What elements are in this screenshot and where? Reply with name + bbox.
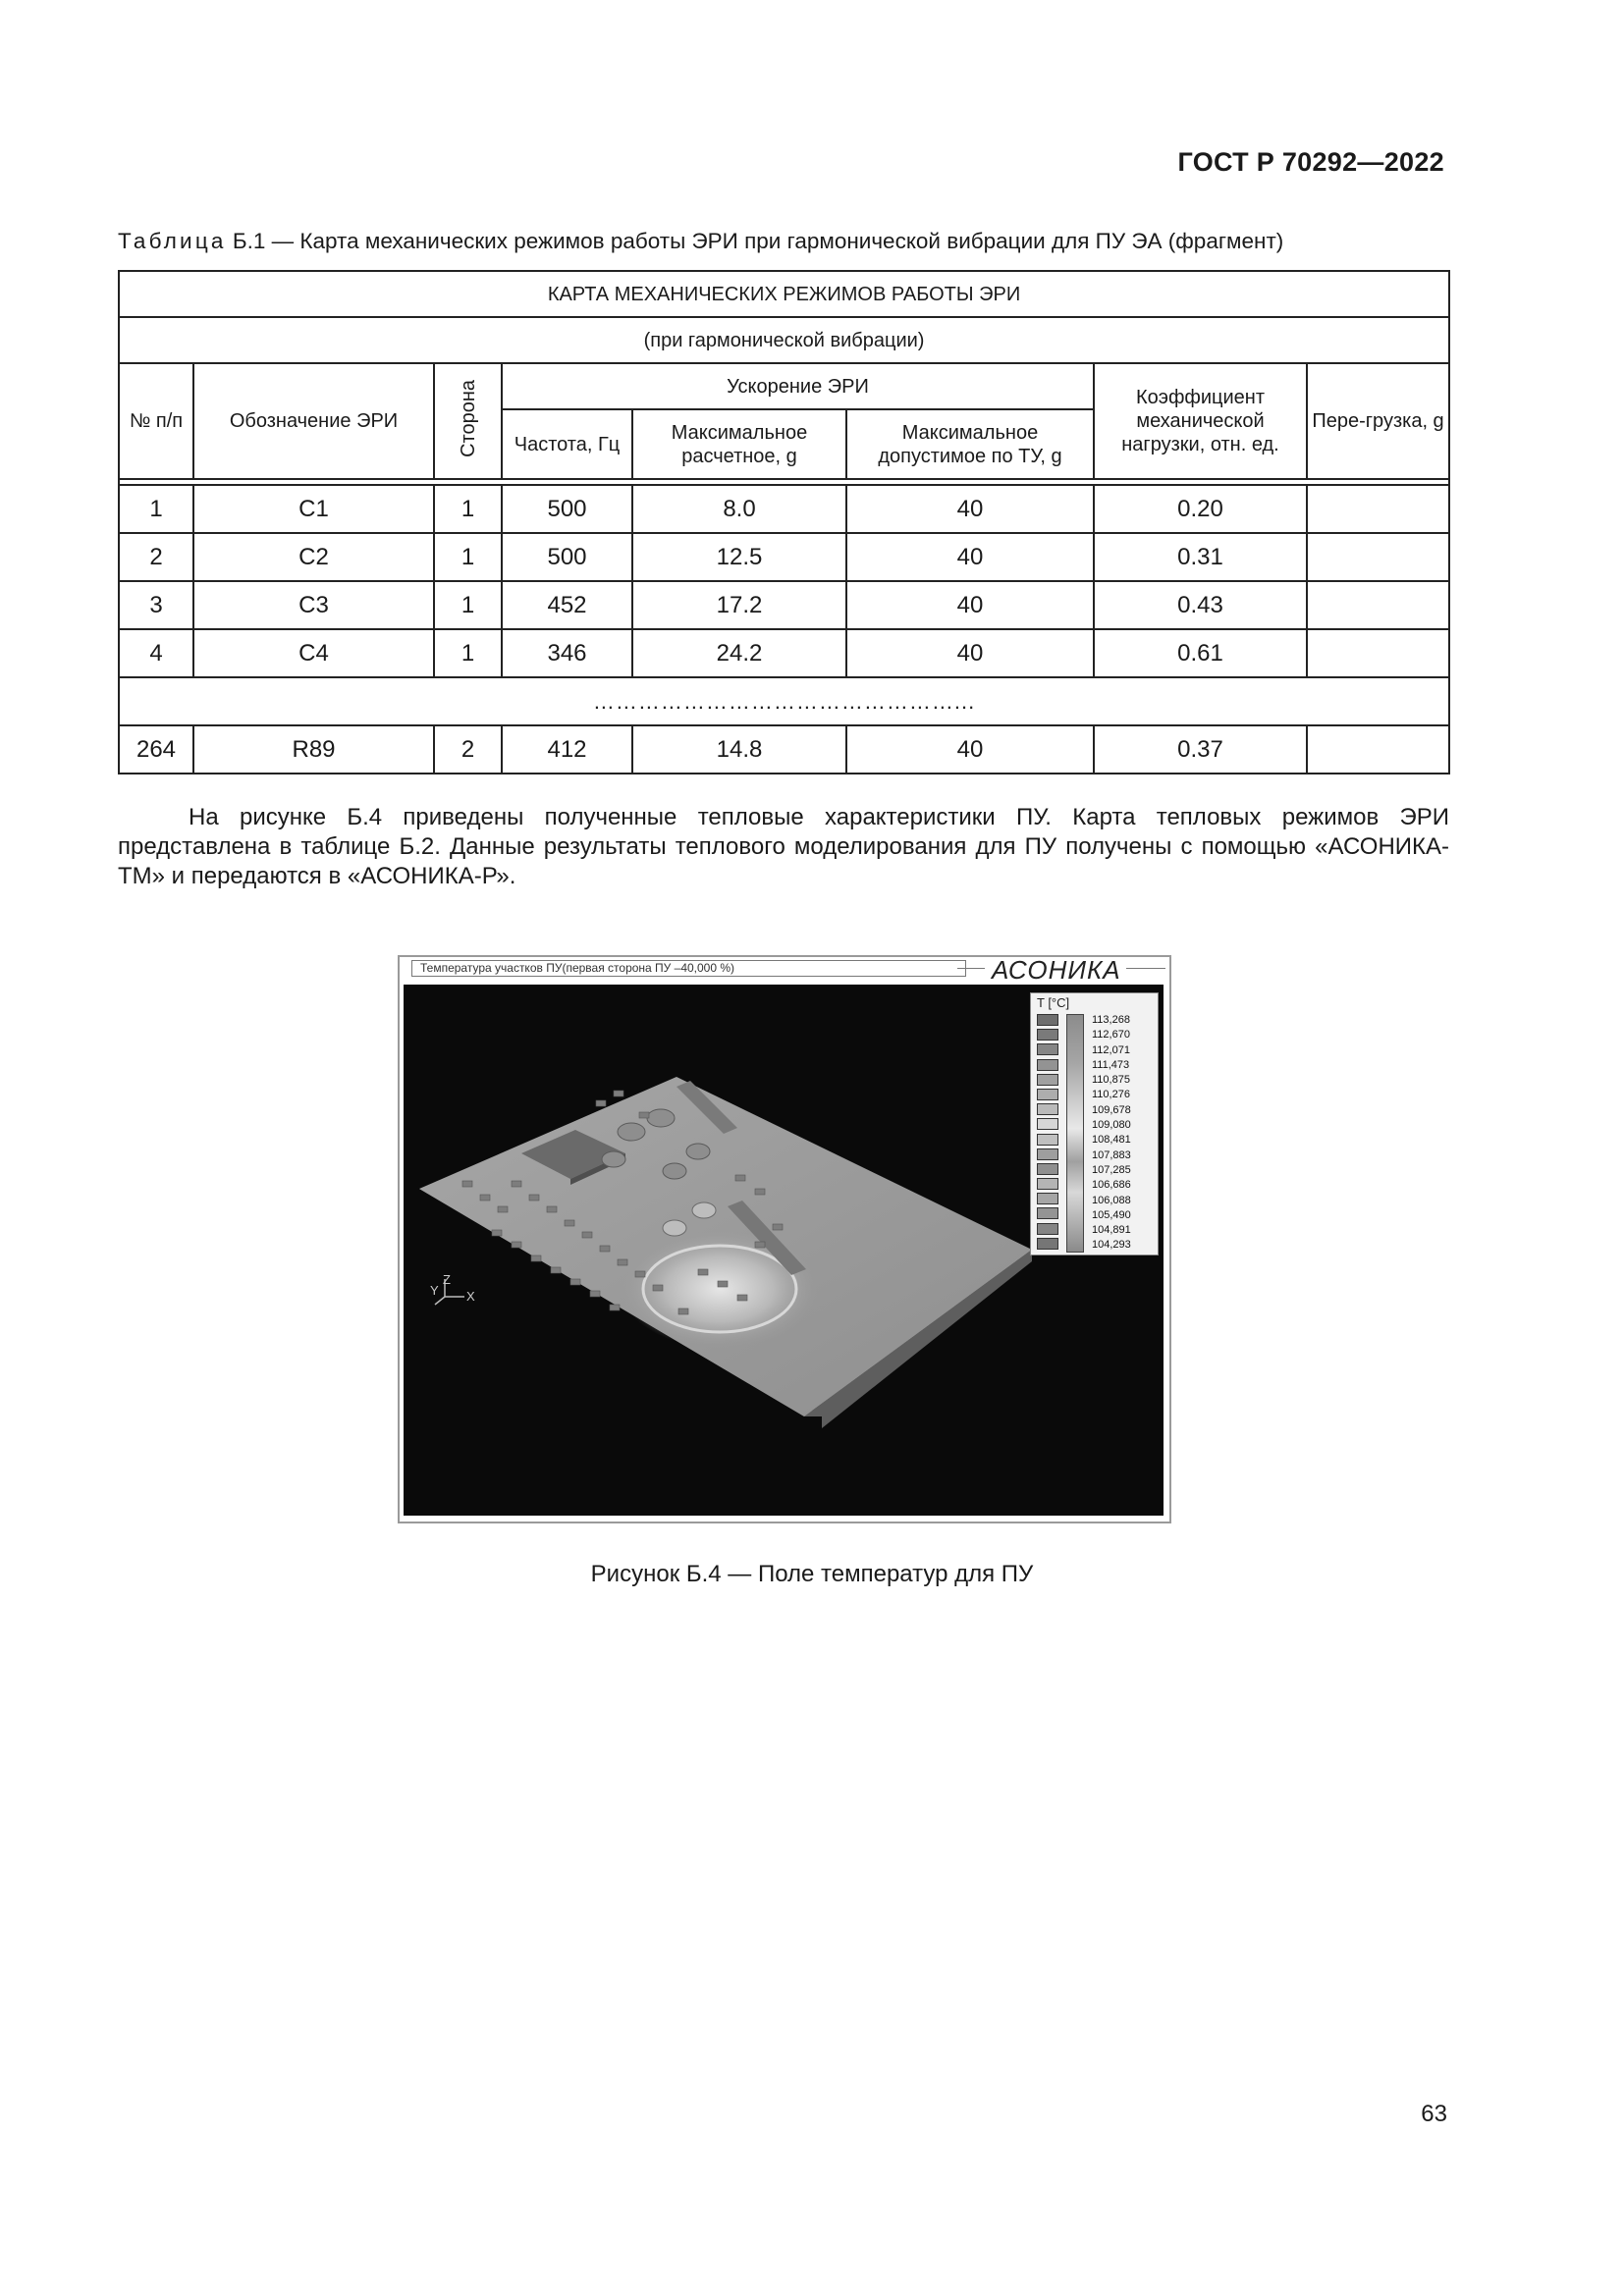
header-side-cell xyxy=(434,363,502,479)
temperature-field-figure xyxy=(398,955,1171,1523)
legend-value: 106,686 xyxy=(1092,1179,1131,1192)
table-row xyxy=(119,485,1449,533)
legend-value: 110,276 xyxy=(1092,1089,1130,1101)
table-caption xyxy=(118,229,1445,254)
smd-part xyxy=(590,1291,600,1297)
cell-overload xyxy=(1307,725,1449,774)
capacitor xyxy=(663,1163,686,1179)
legend-value: 110,875 xyxy=(1092,1074,1130,1087)
paragraph-text: На рисунке Б.4 приведены полученные тепловые характеристики ПУ. Карта тепловых режимов ЭРИ представлена в таблице Б.2. Данные результаты теплового моделирования для ПУ получены с помощью «АСОНИКА-ТМ» и передаются в «АСОНИКА-Р». xyxy=(118,804,1449,889)
smd-part xyxy=(492,1230,502,1236)
cell-designation: С2 xyxy=(193,533,434,581)
cell-designation: С1 xyxy=(193,485,434,533)
page-number: 63 xyxy=(1421,2101,1447,2127)
smd-part xyxy=(678,1308,688,1314)
legend-swatch xyxy=(1037,1014,1058,1026)
legend-swatch xyxy=(1037,1043,1058,1055)
smd-part xyxy=(653,1285,663,1291)
table-row xyxy=(119,629,1449,677)
legend-swatch xyxy=(1037,1163,1058,1175)
header-side: Сторона xyxy=(457,379,479,457)
smd-part xyxy=(565,1220,574,1226)
legend-value: 109,080 xyxy=(1092,1119,1131,1132)
smd-part xyxy=(614,1091,623,1096)
cell-designation: С4 xyxy=(193,629,434,677)
smd-part xyxy=(462,1181,472,1187)
figure-frame-line xyxy=(957,968,985,969)
table-subtitle: (при гармонической вибрации) xyxy=(119,317,1449,363)
header-max-calc: Максимальное расчетное, g xyxy=(632,409,846,479)
cell-overload xyxy=(1307,485,1449,533)
legend-value: 105,490 xyxy=(1092,1208,1131,1221)
smd-part xyxy=(600,1246,610,1252)
cell-num: 1 xyxy=(119,485,193,533)
smd-part xyxy=(570,1279,580,1285)
cell-frequency: 500 xyxy=(502,485,632,533)
legend-swatch xyxy=(1037,1178,1058,1190)
legend-swatch xyxy=(1037,1148,1058,1160)
legend-swatch xyxy=(1037,1193,1058,1204)
legend-value: 112,071 xyxy=(1092,1043,1130,1056)
smd-part xyxy=(755,1189,765,1195)
capacitor xyxy=(692,1202,716,1218)
table-caption-label: Таблица xyxy=(118,229,227,253)
figure-window-title: Температура участков ПУ(первая сторона ПУ –40,000 %) xyxy=(411,960,966,977)
smd-part xyxy=(718,1281,728,1287)
header-overload: Пере-грузка, g xyxy=(1307,363,1449,479)
legend-swatch xyxy=(1037,1118,1058,1130)
smd-part xyxy=(480,1195,490,1201)
legend-gradient-bar xyxy=(1066,1014,1084,1253)
legend-value: 104,293 xyxy=(1092,1239,1131,1252)
cell-coefficient: 0.20 xyxy=(1094,485,1307,533)
legend-swatch xyxy=(1037,1074,1058,1086)
header-max-allowed: Максимальное допустимое по ТУ, g xyxy=(846,409,1094,479)
mechanical-modes-table xyxy=(118,270,1450,774)
smd-part xyxy=(635,1271,645,1277)
cell-side: 1 xyxy=(434,581,502,629)
cell-num: 2 xyxy=(119,533,193,581)
legend-value: 106,088 xyxy=(1092,1194,1131,1206)
capacitor xyxy=(663,1220,686,1236)
cell-max-allowed: 40 xyxy=(846,485,1094,533)
cell-designation: С3 xyxy=(193,581,434,629)
cell-side: 2 xyxy=(434,725,502,774)
cell-num: 4 xyxy=(119,629,193,677)
cell-max-calc: 12.5 xyxy=(632,533,846,581)
legend-swatch xyxy=(1037,1089,1058,1100)
smd-part xyxy=(512,1242,521,1248)
cell-frequency: 500 xyxy=(502,533,632,581)
table-ellipsis-row: …………………………………………... xyxy=(119,677,1449,725)
legend-swatch xyxy=(1037,1223,1058,1235)
cell-num: 3 xyxy=(119,581,193,629)
cell-max-calc: 24.2 xyxy=(632,629,846,677)
smd-part xyxy=(610,1305,620,1310)
smd-part xyxy=(735,1175,745,1181)
legend-value: 104,891 xyxy=(1092,1224,1131,1237)
capacitor xyxy=(686,1144,710,1159)
smd-part xyxy=(737,1295,747,1301)
cell-frequency: 452 xyxy=(502,581,632,629)
header-acceleration: Ускорение ЭРИ xyxy=(502,363,1094,409)
cell-max-calc: 17.2 xyxy=(632,581,846,629)
cell-frequency: 412 xyxy=(502,725,632,774)
smd-part xyxy=(773,1224,783,1230)
cell-max-allowed: 40 xyxy=(846,533,1094,581)
figure-caption: Рисунок Б.4 — Поле температур для ПУ xyxy=(590,1561,1034,1587)
legend-swatch xyxy=(1037,1029,1058,1041)
cell-designation: R89 xyxy=(193,725,434,774)
cell-coefficient: 0.31 xyxy=(1094,533,1307,581)
legend-swatch xyxy=(1037,1059,1058,1071)
cell-coefficient: 0.61 xyxy=(1094,629,1307,677)
smd-part xyxy=(498,1206,508,1212)
table-row xyxy=(119,581,1449,629)
cell-overload xyxy=(1307,629,1449,677)
cell-side: 1 xyxy=(434,485,502,533)
cell-num: 264 xyxy=(119,725,193,774)
legend-value: 113,268 xyxy=(1092,1014,1130,1026)
cell-coefficient: 0.43 xyxy=(1094,581,1307,629)
cell-max-calc: 14.8 xyxy=(632,725,846,774)
capacitor xyxy=(647,1109,675,1127)
axis-y-label: Y xyxy=(430,1283,439,1298)
smd-part xyxy=(531,1255,541,1261)
capacitor xyxy=(602,1151,625,1167)
smd-part xyxy=(639,1112,649,1118)
capacitor xyxy=(618,1123,645,1141)
header-frequency: Частота, Гц xyxy=(502,409,632,479)
cell-overload xyxy=(1307,581,1449,629)
cell-max-allowed: 40 xyxy=(846,581,1094,629)
table-row xyxy=(119,725,1449,774)
legend-value: 112,670 xyxy=(1092,1029,1130,1041)
smd-part xyxy=(618,1259,627,1265)
table-title: КАРТА МЕХАНИЧЕСКИХ РЕЖИМОВ РАБОТЫ ЭРИ xyxy=(119,271,1449,317)
table-caption-text: Б.1 — Карта механических режимов работы ЭРИ при гармонической вибрации для ПУ ЭА (фрагмент) xyxy=(226,229,1284,253)
body-paragraph xyxy=(118,803,1449,891)
header-designation: Обозначение ЭРИ xyxy=(193,363,434,479)
hot-spot xyxy=(622,1230,818,1348)
cell-overload xyxy=(1307,533,1449,581)
legend-swatch xyxy=(1037,1207,1058,1219)
smd-part xyxy=(512,1181,521,1187)
legend-value: 111,473 xyxy=(1092,1058,1130,1071)
cell-coefficient: 0.37 xyxy=(1094,725,1307,774)
legend-values xyxy=(1092,1013,1131,1254)
legend-swatch xyxy=(1037,1103,1058,1115)
legend-swatch xyxy=(1037,1238,1058,1250)
thermal-render-viewport xyxy=(404,985,1164,1516)
smd-part xyxy=(547,1206,557,1212)
smd-part xyxy=(755,1242,765,1248)
cell-frequency: 346 xyxy=(502,629,632,677)
header-coefficient: Коэффициент механической нагрузки, отн. ед. xyxy=(1094,363,1307,479)
cell-max-allowed: 40 xyxy=(846,629,1094,677)
smd-part xyxy=(596,1100,606,1106)
legend-value: 107,883 xyxy=(1092,1148,1131,1161)
temperature-legend xyxy=(1030,992,1159,1255)
header-num: № п/п xyxy=(119,363,193,479)
legend-swatches xyxy=(1037,1014,1058,1253)
cell-side: 1 xyxy=(434,533,502,581)
legend-value: 109,678 xyxy=(1092,1103,1131,1116)
legend-value: 107,285 xyxy=(1092,1163,1131,1176)
smd-part xyxy=(551,1267,561,1273)
table-row xyxy=(119,533,1449,581)
figure-frame-line xyxy=(1126,968,1165,969)
smd-part xyxy=(582,1232,592,1238)
cell-max-calc: 8.0 xyxy=(632,485,846,533)
legend-value: 108,481 xyxy=(1092,1134,1131,1147)
cell-max-allowed: 40 xyxy=(846,725,1094,774)
axis-x-label: X xyxy=(466,1289,475,1304)
legend-title: T [°C] xyxy=(1037,995,1070,1010)
axis-z-label: Z xyxy=(443,1272,451,1287)
smd-part xyxy=(698,1269,708,1275)
axis-y-line xyxy=(435,1297,445,1305)
legend-swatch xyxy=(1037,1134,1058,1146)
figure-brand-logo: АСОНИКА xyxy=(992,955,1121,985)
cell-side: 1 xyxy=(434,629,502,677)
smd-part xyxy=(529,1195,539,1201)
document-standard-number: ГОСТ Р 70292—2022 xyxy=(1177,147,1444,177)
